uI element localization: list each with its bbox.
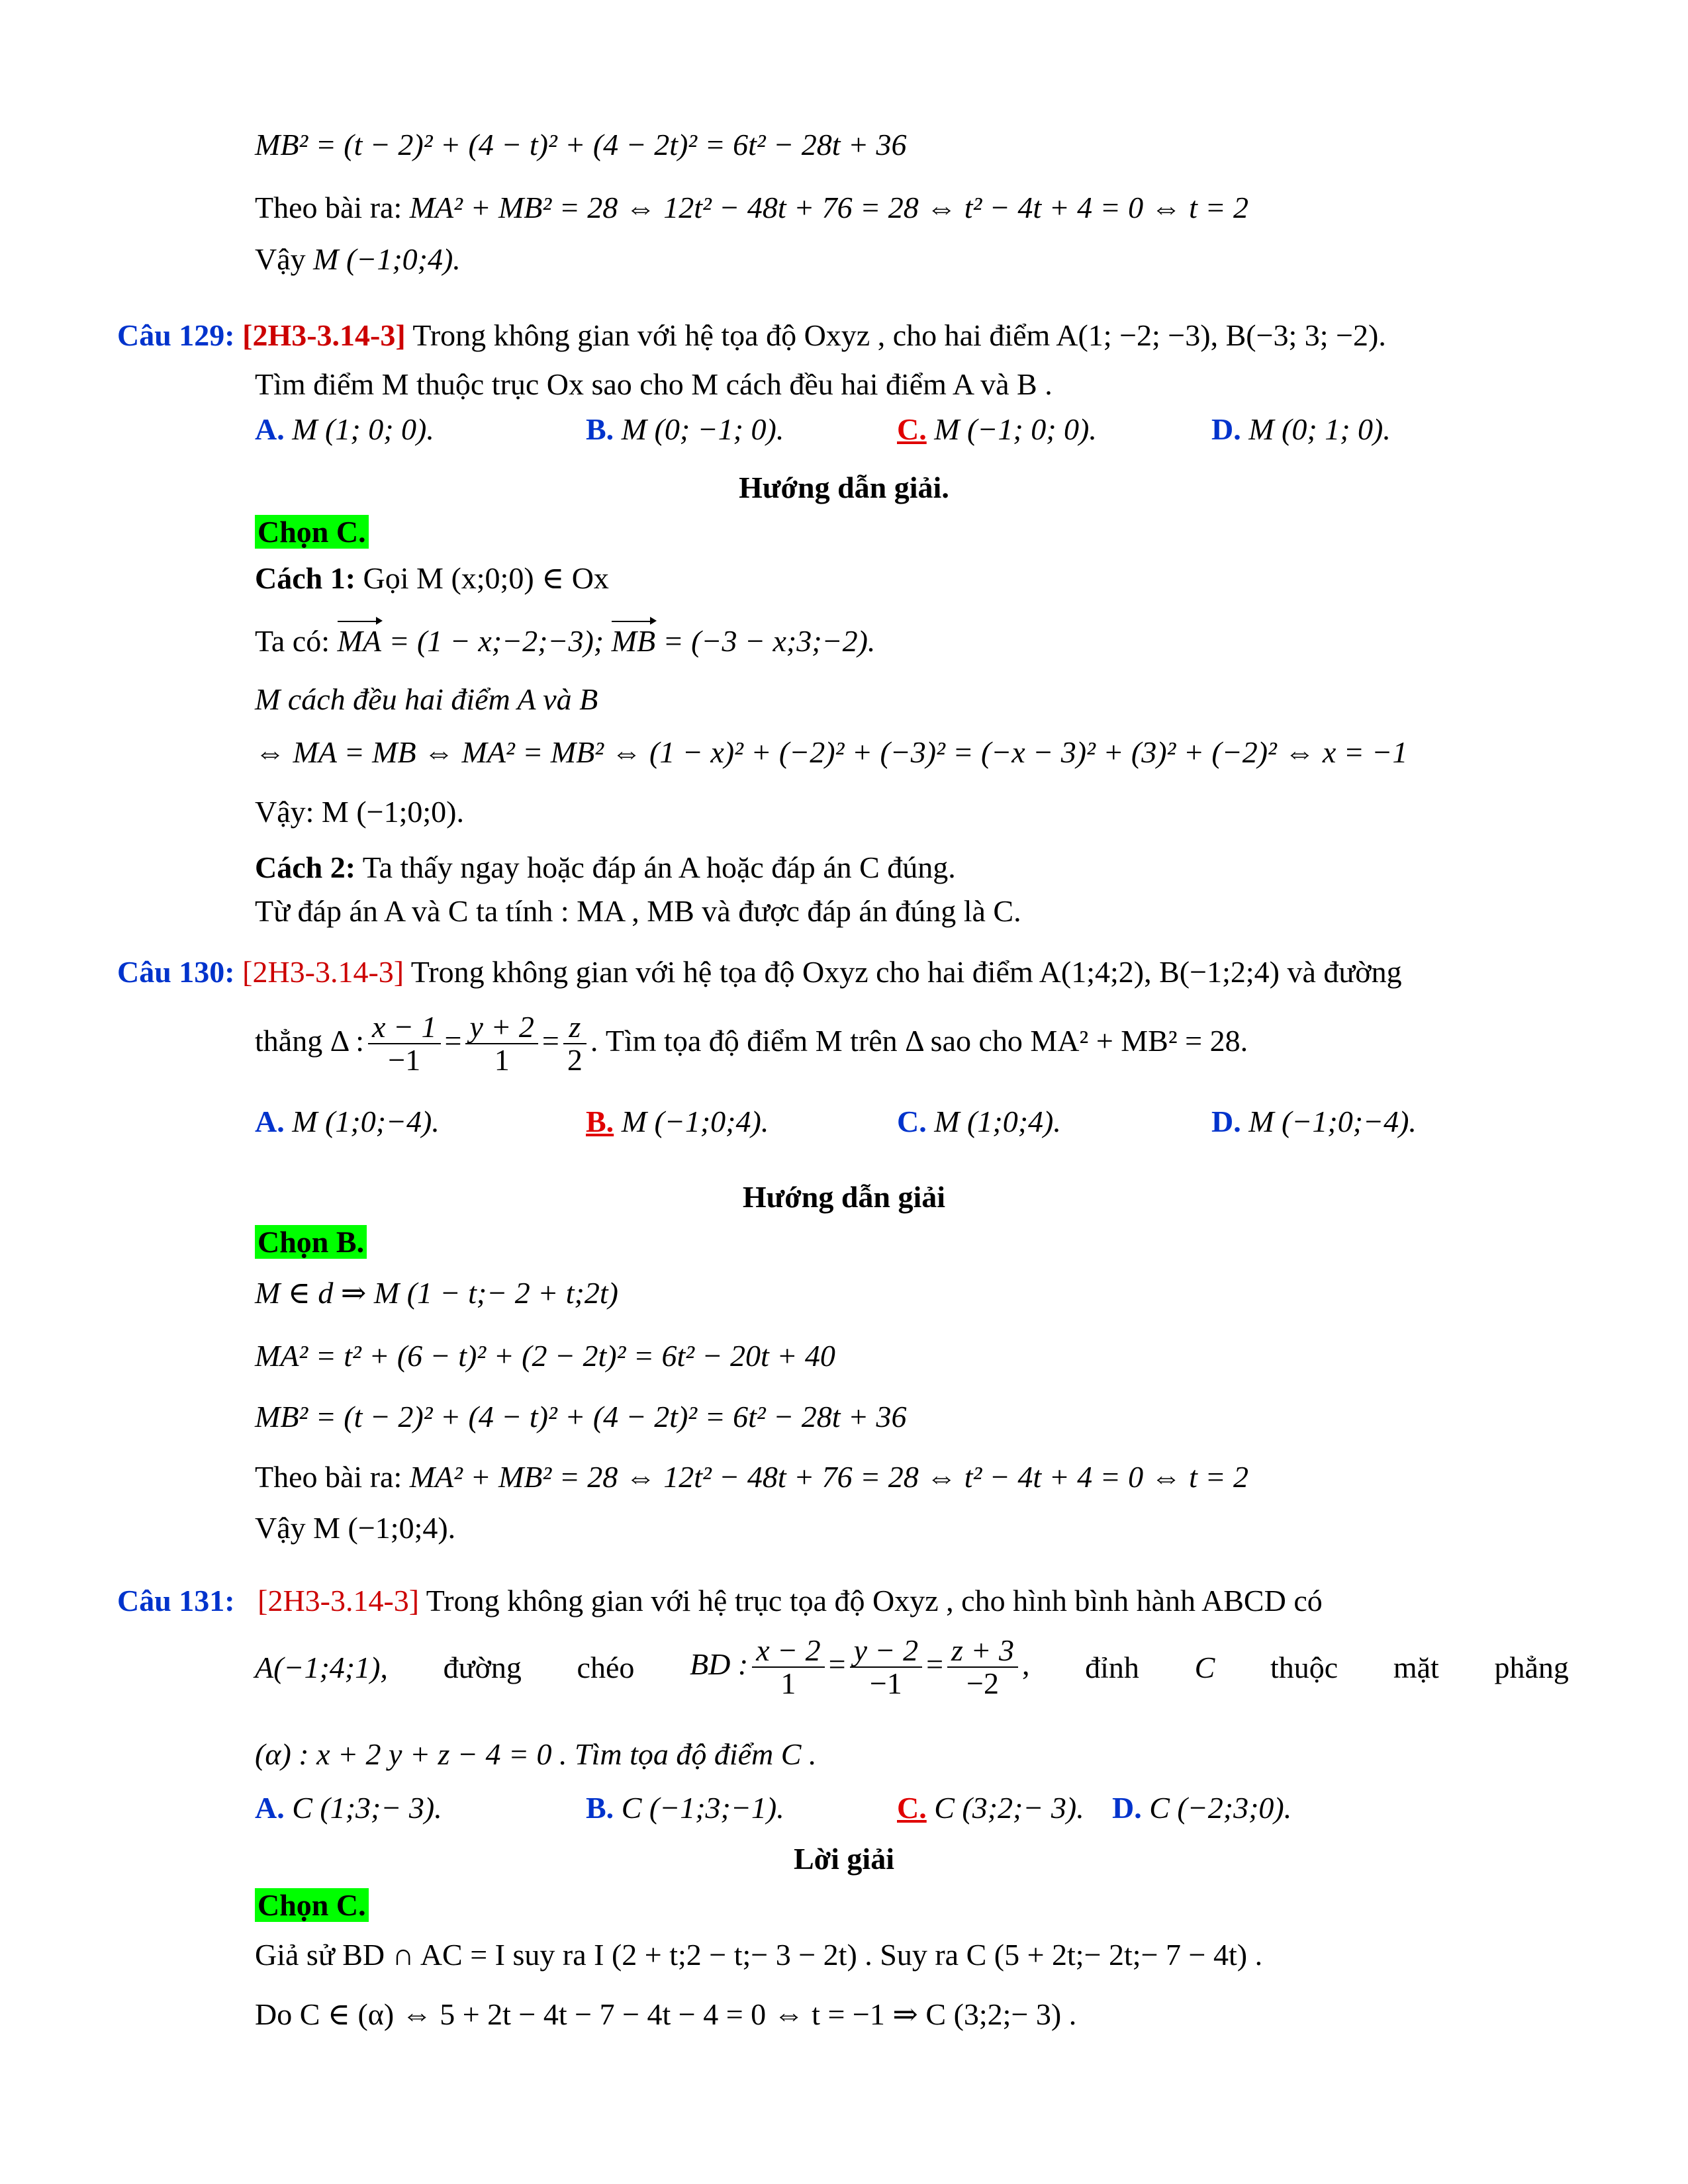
q130-option-d: D. M (−1;0;−4). bbox=[1211, 1105, 1417, 1138]
q131-option-d: D. C (−2;3;0). bbox=[1112, 1791, 1292, 1825]
answer-badge: Chọn B. bbox=[255, 1225, 367, 1259]
top-mb2-line: MB² = (t − 2)² + (4 − t)² + (4 − 2t)² = 6t² − 28t + 36 bbox=[255, 128, 907, 161]
q130-option-a: A. M (1;0;−4). bbox=[255, 1105, 440, 1138]
q130-step1: M ∈ d ⇒ M (1 − t;− 2 + t;2t) bbox=[255, 1276, 618, 1310]
q131-bd-line: A(−1;4;1), đường chéo BD : $\frac{x - 2}{1}$ = $\frac{y - 2}{-1}$ = $\frac{z + 3}{-2}$ , đỉnh C thuộc mặt phẳng bbox=[255, 1633, 1569, 1701]
answer-badge: Chọn C. bbox=[255, 1888, 369, 1922]
q130-answer-line bbox=[255, 1223, 367, 1261]
q131-answer-line bbox=[255, 1886, 369, 1925]
q129-option-a: A. M (1; 0; 0). bbox=[255, 412, 434, 446]
fraction: $\frac{y + 2}{1}$ bbox=[465, 1011, 538, 1077]
q129-guide-heading: Hướng dẫn giải. bbox=[739, 471, 949, 504]
q131-plane: (α) : x + 2 y + z − 4 = 0 . Tìm tọa độ điểm C . bbox=[255, 1737, 817, 1771]
vector-ma: MA bbox=[338, 622, 381, 660]
q129-equidistant: M cách đều hai điểm A và B bbox=[255, 682, 598, 716]
answer-badge: Chọn C. bbox=[255, 515, 369, 549]
q130-step2: MA² = t² + (6 − t)² + (2 − 2t)² = 6t² − 20t + 40 bbox=[255, 1339, 835, 1373]
q130-option-c: C. M (1;0;4). bbox=[897, 1105, 1061, 1138]
q131-step1: Giả sử BD ∩ AC = I suy ra I (2 + t;2 − t;− 3 − 2t) . Suy ra C (5 + 2t;− 2t;− 7 − 4t) . bbox=[255, 1938, 1263, 1972]
q131-solution-heading: Lời giải bbox=[794, 1842, 894, 1876]
q129-method1: Cách 1: Gọi M (x;0;0) ∈ Ox bbox=[255, 561, 609, 595]
q131-step2: Do C ∈ (α) ⇔ 5 + 2t − 4t − 7 − 4t − 4 = 0 ⇔ t = −1 ⇒ C (3;2;− 3) . bbox=[255, 1997, 1077, 2031]
q129-vectors: Ta có: MA = (1 − x;−2;−3); MB = (−3 − x;3;−2). bbox=[255, 622, 875, 660]
q130-step3: MB² = (t − 2)² + (4 − t)² + (4 − 2t)² = 6t² − 28t + 36 bbox=[255, 1400, 907, 1433]
q130-conclusion: Vậy M (−1;0;4). bbox=[255, 1511, 456, 1545]
question-label: Câu 131: bbox=[117, 1584, 235, 1617]
q129-stem: Câu 129: [2H3-3.14-3] Trong không gian với hệ tọa độ Oxyz , cho hai điểm A(1; −2; −3), B(−3; 3; −2). bbox=[117, 318, 1386, 352]
q131-stem: Câu 131: [2H3-3.14-3] Trong không gian với hệ trục tọa độ Oxyz , cho hình bình hành ABCD có bbox=[117, 1584, 1323, 1617]
question-code: [2H3-3.14-3] bbox=[258, 1584, 420, 1617]
q131-option-a: A. C (1;3;− 3). bbox=[255, 1791, 442, 1825]
q130-step4: Theo bài ra: MA² + MB² = 28 ⇔ 12t² − 48t + 76 = 28 ⇔ t² − 4t + 4 = 0 ⇔ t = 2 bbox=[255, 1460, 1249, 1494]
q131-option-b: B. C (−1;3;−1). bbox=[586, 1791, 784, 1825]
q129-method2-line2: Từ đáp án A và C ta tính : MA , MB và được đáp án đúng là C. bbox=[255, 894, 1021, 928]
fraction: $\frac{y - 2}{-1}$ bbox=[850, 1635, 922, 1700]
question-code: [2H3-3.14-3] bbox=[242, 318, 406, 352]
q129-method2: Cách 2: Ta thấy ngay hoặc đáp án A hoặc đáp án C đúng. bbox=[255, 850, 956, 884]
q129-chain: ⇔ MA = MB ⇔ MA² = MB² ⇔ (1 − x)² + (−2)² + (−3)² = (−x − 3)² + (3)² + (−2)² ⇔ x = −1 bbox=[255, 735, 1408, 769]
fraction: $\frac{x - 1}{-1}$ bbox=[368, 1011, 440, 1077]
question-label: Câu 130: bbox=[117, 955, 235, 989]
q129-conclusion: Vậy: M (−1;0;0). bbox=[255, 795, 464, 829]
vector-mb: MB bbox=[612, 622, 655, 660]
fraction: $\frac{z}{2}$ bbox=[563, 1011, 586, 1077]
fraction: $\frac{z + 3}{-2}$ bbox=[947, 1635, 1018, 1700]
q131-option-c: C. C (3;2;− 3). bbox=[897, 1791, 1084, 1825]
q130-guide-heading: Hướng dẫn giải bbox=[742, 1180, 946, 1214]
q129-option-d: D. M (0; 1; 0). bbox=[1211, 412, 1391, 446]
question-code: [2H3-3.14-3] bbox=[242, 955, 404, 989]
top-vay-line: Vậy M (−1;0;4). bbox=[255, 242, 461, 276]
q129-answer-line bbox=[255, 513, 369, 551]
q129-option-b: B. M (0; −1; 0). bbox=[586, 412, 784, 446]
q130-stem: Câu 130: [2H3-3.14-3] Trong không gian với hệ tọa độ Oxyz cho hai điểm A(1;4;2), B(−1;2;4) và đường bbox=[117, 955, 1402, 989]
q129-stem2: Tìm điểm M thuộc trục Ox sao cho M cách đều hai điểm A và B . bbox=[255, 367, 1053, 401]
q130-option-b: B. M (−1;0;4). bbox=[586, 1105, 769, 1138]
fraction: $\frac{x - 2}{1}$ bbox=[752, 1635, 824, 1700]
q130-line-equation: thẳng Δ : $\frac{x - 1}{-1}$ = $\frac{y + 2}{1}$ = $\frac{z}{2}$ . Tìm tọa độ điểm M trên Δ sao cho MA² + MB² = 28. bbox=[255, 1010, 1248, 1077]
q129-option-c: C. M (−1; 0; 0). bbox=[897, 412, 1097, 446]
top-theo-line: Theo bài ra: MA² + MB² = 28 ⇔ 12t² − 48t + 76 = 28 ⇔ t² − 4t + 4 = 0 ⇔ t = 2 bbox=[255, 191, 1249, 224]
question-label: Câu 129: bbox=[117, 318, 235, 352]
